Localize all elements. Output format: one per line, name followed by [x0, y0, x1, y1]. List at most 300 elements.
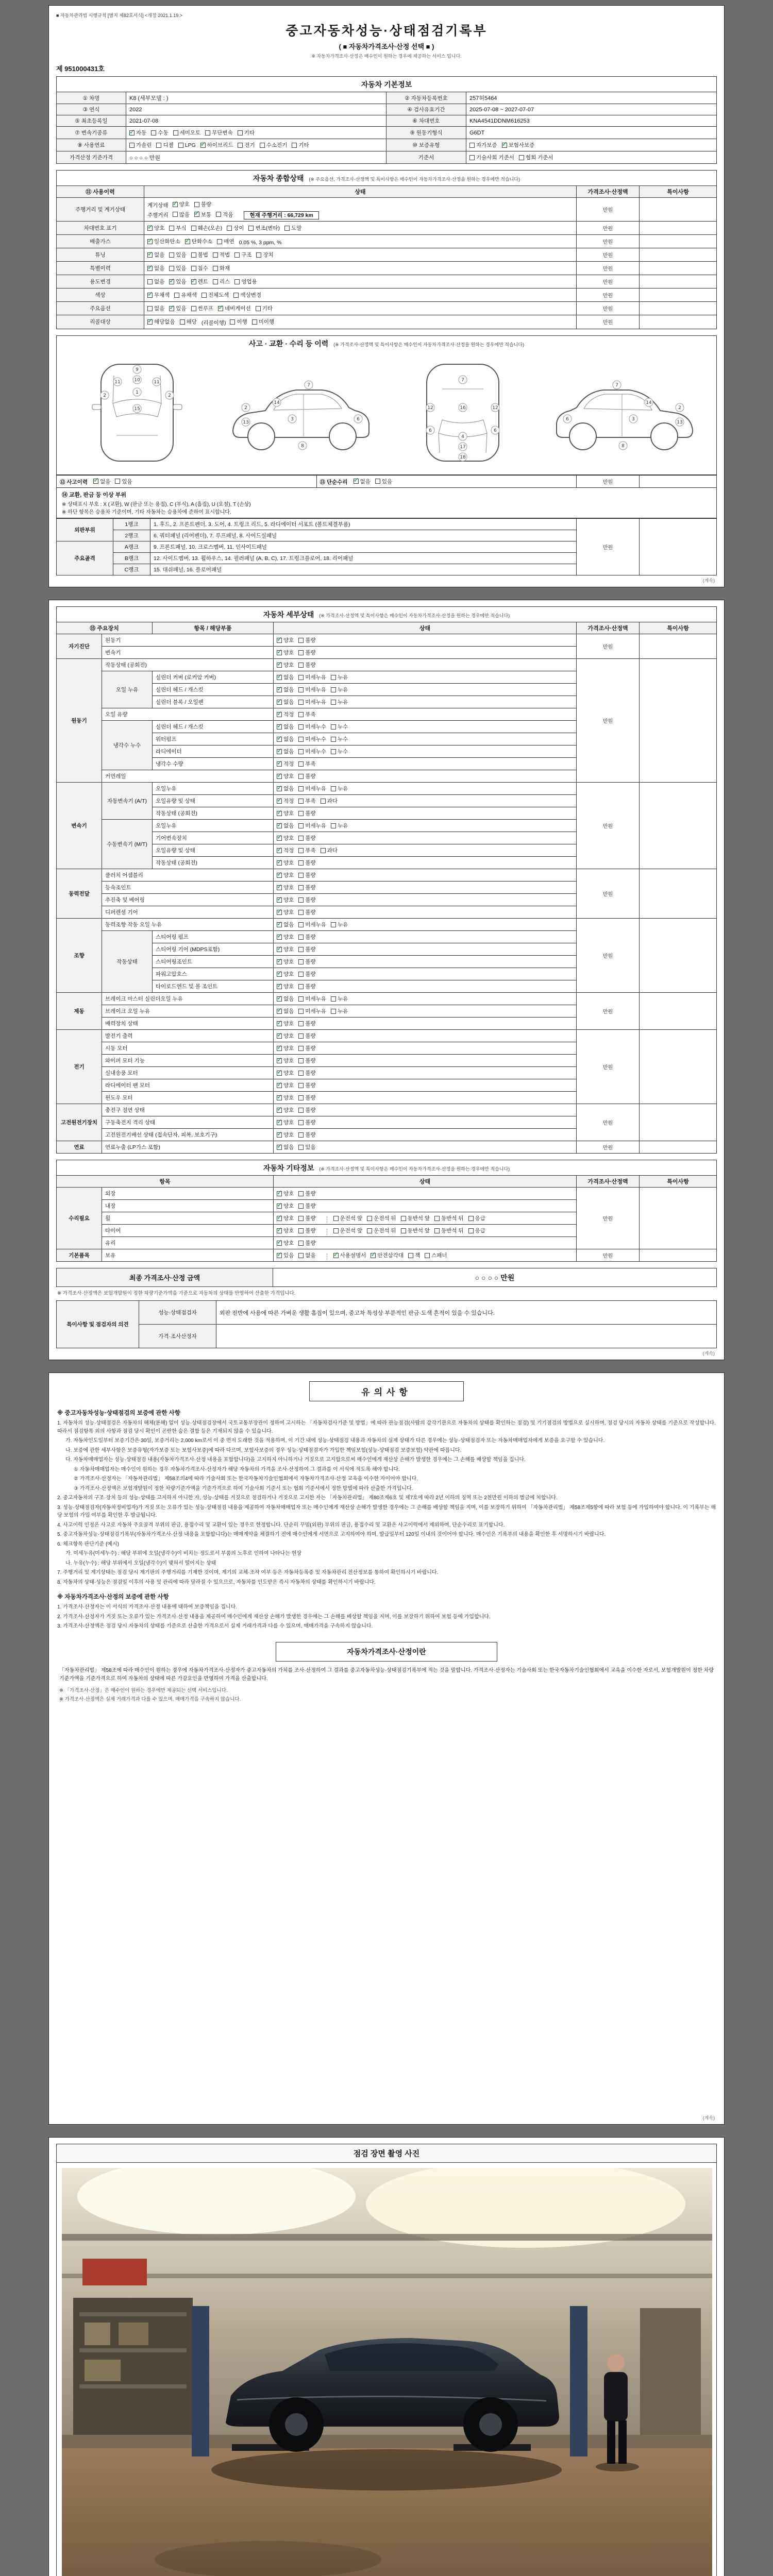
checkbox-option[interactable] — [298, 982, 315, 990]
opinion-row-who: 가격·조사산정자 — [139, 1325, 216, 1348]
checkbox-option[interactable] — [173, 129, 201, 137]
device-item-label: 냉각수 수량 — [153, 758, 274, 770]
checkbox-option[interactable] — [191, 264, 208, 272]
checkbox-option[interactable] — [277, 772, 294, 780]
checkbox-option[interactable] — [375, 478, 392, 485]
base-price-value: ○ ○ ○ ○ 만원 — [126, 151, 386, 164]
checkbox-option[interactable] — [277, 1069, 294, 1077]
marks-legend-line1: ※ 상태표시 부호 : X (교환), W (판금 또는 용접), C (부식), A (흠집), U (요철), T (손상) — [62, 502, 251, 507]
device-item-label: 등속조인트 — [102, 882, 274, 894]
checkbox-option[interactable] — [169, 224, 186, 232]
checkbox-option[interactable] — [277, 649, 294, 656]
checkbox-option[interactable] — [217, 238, 234, 245]
svg-text:2: 2 — [244, 405, 247, 411]
checkbox-option[interactable] — [367, 1227, 396, 1234]
checkbox-option[interactable] — [277, 723, 294, 731]
checkbox-option[interactable] — [298, 1118, 315, 1126]
checkbox-label: 불법 — [197, 252, 208, 258]
checkbox-option[interactable] — [174, 291, 196, 299]
column-header: 상태 — [144, 186, 577, 198]
checkbox-option[interactable] — [277, 809, 294, 817]
checkbox-option[interactable] — [201, 291, 229, 299]
checkbox-option[interactable] — [298, 1057, 315, 1064]
checkbox-option[interactable] — [298, 933, 315, 941]
checkbox-label: 양호 — [283, 897, 294, 903]
checkbox-option[interactable] — [277, 1118, 294, 1126]
checkbox-option[interactable] — [191, 251, 208, 259]
device-item-label: 휠 — [102, 1212, 274, 1225]
checkbox-box-icon — [321, 848, 326, 853]
checkbox-option[interactable] — [298, 1081, 315, 1089]
checkbox-option[interactable] — [321, 797, 338, 805]
checkbox-option[interactable] — [298, 710, 315, 718]
checkbox-label: 부식 — [176, 225, 187, 231]
checkbox-option[interactable] — [129, 129, 146, 137]
checkbox-box-icon — [298, 663, 304, 668]
checkbox-option[interactable] — [277, 636, 294, 644]
device-state-cell — [274, 968, 577, 980]
checkbox-option[interactable] — [298, 772, 315, 780]
checkbox-option[interactable] — [371, 1251, 404, 1259]
device-state-cell — [274, 820, 577, 832]
notice-paragraph: 7. 주행거리 및 계기상태는 점검 당시 계기판의 주행거리를 기재한 것이며, 계기의 교체·조작 여부 등은 자동차등록증 및 자동차관리 전산정보를 통하여 확인하시기 바랍니다. — [57, 1570, 439, 1575]
checkbox-option[interactable] — [180, 318, 197, 326]
device-item-label: 원동기 — [102, 634, 274, 647]
checkbox-box-icon — [434, 1216, 440, 1221]
checkbox-option[interactable] — [238, 129, 255, 137]
checkbox-label: 양호 — [283, 1132, 294, 1138]
checkbox-option[interactable] — [115, 478, 132, 485]
checkbox-option[interactable] — [93, 478, 110, 485]
checkbox-box-icon — [277, 897, 282, 903]
checkbox-option[interactable] — [230, 318, 247, 326]
checkbox-option[interactable] — [151, 129, 168, 137]
checkbox-label: 양호 — [283, 872, 294, 878]
checkbox-option[interactable] — [252, 318, 274, 326]
checkbox-option[interactable] — [408, 1251, 420, 1259]
summary-title: 자동차 종합상태 (※ 주요옵션, 가격조사·산정액 및 특이사항은 매수인이 자동차가격조사·산정을 원하는 경우에만 적습니다) — [56, 170, 717, 185]
checkbox-option[interactable] — [298, 1094, 315, 1101]
checkbox-option[interactable] — [292, 141, 309, 149]
checkbox-option[interactable] — [298, 945, 315, 953]
device-state-cell — [274, 671, 577, 684]
checkbox-option[interactable] — [331, 735, 348, 743]
checkbox-option[interactable] — [333, 1214, 363, 1222]
transmission-checkboxes — [126, 127, 386, 139]
checkbox-option[interactable] — [205, 129, 233, 137]
checkbox-option[interactable] — [277, 1251, 294, 1259]
rank-items: 1. 후드, 2. 프론트펜더, 3. 도어, 4. 트렁크 리드, 5. 라디에이터 서포트 (볼트체결부품) — [150, 519, 577, 530]
checkbox-option[interactable] — [216, 211, 233, 218]
device-item-label: 작동상태 (공회전) — [153, 807, 274, 820]
checkbox-option[interactable] — [331, 921, 348, 928]
checkbox-option[interactable] — [298, 797, 315, 805]
checkbox-option[interactable] — [277, 1044, 294, 1052]
checkbox-option[interactable] — [156, 141, 173, 149]
checkbox-option[interactable] — [298, 859, 315, 867]
checkbox-option[interactable] — [277, 1143, 294, 1151]
checkbox-option[interactable] — [331, 673, 348, 681]
price-cell: 만원 — [577, 869, 640, 919]
checkbox-option[interactable] — [298, 908, 315, 916]
checkbox-option[interactable] — [331, 822, 348, 829]
checkbox-box-icon — [298, 1145, 304, 1150]
checkbox-option[interactable] — [169, 264, 186, 272]
checkbox-option[interactable] — [298, 1007, 326, 1015]
checkbox-option[interactable] — [277, 958, 294, 965]
checkbox-option[interactable] — [256, 304, 273, 312]
exchange-row — [57, 519, 717, 530]
table-header-row — [57, 622, 717, 634]
note-cell — [640, 659, 717, 783]
checkbox-option[interactable] — [354, 478, 371, 485]
checkbox-box-icon — [298, 1132, 304, 1138]
checkbox-option[interactable] — [298, 1190, 315, 1197]
segment-label: (리콜이행) — [201, 319, 226, 326]
checkbox-option[interactable] — [298, 1143, 315, 1151]
checkbox-box-icon — [277, 885, 282, 890]
checkbox-option[interactable] — [277, 945, 294, 953]
rank-label: 1랭크 — [113, 519, 150, 530]
checkbox-label: 없음 — [100, 478, 111, 485]
checkbox-option[interactable] — [277, 1214, 294, 1222]
notice-heading: ※ 자동차가격조사·산정의 보증에 관한 사항 — [57, 1594, 169, 1600]
checkbox-option[interactable] — [469, 141, 497, 149]
svg-text:7: 7 — [461, 377, 464, 383]
checkbox-option[interactable] — [191, 224, 223, 232]
checkbox-box-icon — [277, 712, 282, 717]
checkbox-option[interactable] — [277, 970, 294, 978]
device-item-label: 발전기 출력 — [102, 1030, 274, 1042]
checkbox-option[interactable] — [277, 698, 294, 706]
checkbox-option[interactable] — [298, 735, 326, 743]
checkbox-option[interactable] — [277, 760, 294, 768]
checkbox-option[interactable] — [277, 859, 294, 867]
column-header: ⑪ 사용이력 — [57, 186, 144, 198]
device-item-label: 시동 모터 — [102, 1042, 274, 1055]
checkbox-option[interactable] — [468, 1214, 485, 1222]
checkbox-option[interactable] — [298, 871, 315, 879]
svg-text:9: 9 — [136, 367, 139, 372]
checkbox-option[interactable] — [298, 822, 326, 829]
checkbox-label: 없음 — [283, 749, 294, 755]
extra-position-checkboxes — [327, 1229, 490, 1235]
checkbox-option[interactable] — [333, 1227, 363, 1234]
checkbox-option[interactable] — [277, 846, 294, 854]
checkbox-option[interactable] — [277, 884, 294, 891]
checkbox-option[interactable] — [298, 649, 315, 656]
checkbox-option[interactable] — [238, 141, 255, 149]
field-label: ② 자동차등록번호 — [386, 92, 466, 104]
checkbox-option[interactable] — [169, 251, 186, 259]
svg-text:14: 14 — [274, 400, 280, 405]
price-definition-note1: ※ 「가격조사·산정」은 매수인이 원하는 경우에만 제공되는 선택 서비스입니다. — [59, 1687, 228, 1693]
checkbox-option[interactable] — [298, 1020, 315, 1027]
checkbox-box-icon — [218, 306, 223, 311]
checkbox-option[interactable] — [298, 723, 326, 731]
checkbox-option[interactable] — [277, 686, 294, 693]
checkbox-option[interactable] — [277, 1131, 294, 1139]
checkbox-option[interactable] — [277, 1239, 294, 1247]
checkbox-option[interactable] — [213, 278, 230, 285]
checkbox-option[interactable] — [218, 304, 251, 312]
device-item-label: 내장 — [102, 1200, 274, 1212]
notice-paragraph: 다. 자동차매매업자는 성능·상태점검 내용(자동차가격조사·산정 내용을 포함합니다)을 고지하지 아니하거나 거짓으로 고지함으로써 매수인에게 재산상 손해가 발생한 경우에는 그 손해를 배상할 책임을 집니다. — [65, 1457, 526, 1463]
checkbox-option[interactable] — [331, 686, 348, 693]
checkbox-option[interactable] — [434, 1227, 464, 1234]
device-state-cell — [274, 783, 577, 795]
checkbox-label: 양호 — [283, 1203, 294, 1209]
checkbox-label: 없음 — [283, 786, 294, 792]
checkbox-option[interactable] — [333, 1251, 366, 1259]
checkbox-option[interactable] — [331, 785, 348, 792]
checkbox-option[interactable] — [298, 1069, 315, 1077]
checkbox-option[interactable] — [213, 251, 230, 259]
checkbox-box-icon — [298, 1083, 304, 1088]
checkbox-option[interactable] — [277, 1094, 294, 1101]
checkbox-box-icon — [191, 252, 196, 258]
simple-repair-label: ⑬ 단순수리 — [320, 479, 348, 485]
checkbox-option[interactable] — [147, 238, 180, 245]
checkbox-box-icon — [298, 737, 304, 742]
checkbox-option[interactable] — [277, 822, 294, 829]
inspection-photo-frame — [56, 2144, 717, 2576]
checkbox-option[interactable] — [298, 1214, 315, 1222]
checkbox-option[interactable] — [129, 141, 152, 149]
price-definition-body: 「자동차관리법」 제58조에 따라 매수인이 원하는 경우에 자동차가격조사·산정자가 중고자동차의 가치를 조사·산정하여 그 결과를 중고자동차성능·상태점검기록부에 적는 것을 말합니다. 가격조사·산정자는 기술사회 또는 한국자동차기술인협회에서 교육을 이수한 자로서, 보험개발원이 정한 차량기준가액을 기준가격으로 하여 자동차의 상태에 따른 가감요인을 반영하여 가격을 산출합니다. — [59, 1667, 714, 1682]
checkbox-box-icon — [169, 279, 174, 284]
checkbox-option[interactable] — [277, 673, 294, 681]
checkbox-option[interactable] — [298, 1239, 315, 1247]
notice-paragraph: ③ 가격조사·산정액은 보험개발원이 정한 차량기준가액을 기준가격으로 하여 기술사회 기준서 또는 협회 기준서에서 정한 방법에 따라 산출한 가격입니다. — [74, 1485, 413, 1492]
checkbox-option[interactable] — [434, 1214, 464, 1222]
vin-value: KNA4541DDNM616253 — [466, 115, 717, 127]
checkbox-option[interactable] — [173, 200, 190, 208]
checkbox-label: 적음 — [223, 211, 233, 218]
checkbox-option[interactable] — [298, 896, 315, 904]
device-row — [57, 919, 717, 931]
device-row — [57, 1249, 717, 1262]
checkbox-label: 색상변경 — [240, 292, 262, 298]
checkbox-option[interactable] — [401, 1214, 430, 1222]
checkbox-box-icon — [115, 479, 120, 484]
checkbox-option[interactable] — [519, 154, 553, 161]
checkbox-option[interactable] — [194, 211, 211, 218]
checkbox-option[interactable] — [298, 1044, 315, 1052]
checkbox-option[interactable] — [191, 278, 208, 285]
checkbox-option[interactable] — [194, 200, 211, 208]
checkbox-label: 동반석 앞 — [407, 1215, 430, 1222]
checkbox-option[interactable] — [277, 1007, 294, 1015]
checkbox-option[interactable] — [367, 1214, 396, 1222]
checkbox-label: 탄화수소 — [191, 239, 213, 245]
device-state-cell — [274, 1116, 577, 1129]
svg-text:3: 3 — [632, 416, 635, 422]
checkbox-option[interactable] — [298, 834, 315, 842]
checkbox-option[interactable] — [298, 661, 315, 669]
checkbox-option[interactable] — [277, 834, 294, 842]
checkbox-option[interactable] — [331, 723, 348, 731]
checkbox-option[interactable] — [277, 710, 294, 718]
checkbox-label: 없음 — [360, 478, 371, 485]
inspection-validity-value: 2025-07-08 ~ 2027-07-07 — [466, 104, 717, 115]
price-cell: 만원 — [577, 1030, 640, 1104]
checkbox-option[interactable] — [147, 291, 170, 299]
checkbox-option[interactable] — [277, 982, 294, 990]
checkbox-option[interactable] — [298, 760, 315, 768]
summary-row — [57, 302, 717, 315]
checkbox-option[interactable] — [298, 748, 326, 755]
inspection-photo — [62, 2168, 712, 2576]
device-state-cell — [274, 1030, 577, 1042]
note-cell — [640, 869, 717, 919]
checkbox-option[interactable] — [298, 686, 326, 693]
checkbox-option[interactable] — [298, 921, 326, 928]
checkbox-label: 양호 — [283, 934, 294, 940]
checkbox-option[interactable] — [401, 1227, 430, 1234]
checkbox-option[interactable] — [321, 846, 338, 854]
checkbox-option[interactable] — [277, 661, 294, 669]
device-item-label: 변속기 — [102, 647, 274, 659]
checkbox-box-icon — [277, 1253, 282, 1258]
checkbox-option[interactable] — [277, 921, 294, 928]
checkbox-option[interactable] — [331, 995, 348, 1003]
checkbox-label: 불량 — [305, 1228, 316, 1234]
checkbox-label: 불량 — [305, 1045, 316, 1052]
checkbox-option[interactable] — [277, 1032, 294, 1040]
checkbox-option[interactable] — [425, 1251, 447, 1259]
checkbox-option[interactable] — [298, 785, 326, 792]
checkbox-box-icon — [434, 1228, 440, 1233]
checkbox-option[interactable] — [277, 1081, 294, 1089]
table-row — [57, 1301, 717, 1325]
checkbox-label: 양호 — [283, 1107, 294, 1113]
checkbox-option[interactable] — [277, 1057, 294, 1064]
checkbox-option[interactable] — [468, 1227, 485, 1234]
form-reference: ■ 자동차관리법 시행규칙 [별지 제82호서식] <개정 2021.1.19.> — [56, 13, 182, 18]
checkbox-box-icon — [174, 293, 179, 298]
checkbox-option[interactable] — [234, 278, 257, 285]
checkbox-option[interactable] — [298, 884, 315, 891]
checkbox-option[interactable] — [298, 1202, 315, 1210]
checkbox-option[interactable] — [298, 846, 315, 854]
checkbox-option[interactable] — [469, 154, 514, 161]
checkbox-box-icon — [277, 1228, 282, 1233]
checkbox-option[interactable] — [277, 797, 294, 805]
checkbox-option[interactable] — [256, 251, 273, 259]
checkbox-option[interactable] — [277, 1020, 294, 1027]
checkbox-option[interactable] — [169, 304, 186, 312]
checkbox-option[interactable] — [147, 251, 164, 259]
checkbox-box-icon — [298, 1009, 304, 1014]
checkbox-option[interactable] — [277, 1202, 294, 1210]
checkbox-option[interactable] — [298, 1227, 315, 1234]
checkbox-option[interactable] — [298, 1131, 315, 1139]
table-row — [57, 115, 717, 127]
checkbox-option[interactable] — [298, 995, 326, 1003]
checkbox-box-icon — [298, 984, 304, 989]
checkbox-option[interactable] — [298, 673, 326, 681]
checkbox-option[interactable] — [213, 264, 230, 272]
checkbox-option[interactable] — [277, 995, 294, 1003]
checkbox-option[interactable] — [185, 238, 213, 245]
checkbox-box-icon — [213, 266, 218, 271]
checkbox-option[interactable] — [331, 698, 348, 706]
checkbox-option[interactable] — [277, 871, 294, 879]
checkbox-option[interactable] — [331, 748, 348, 755]
panel-part-label: 외판부위 — [57, 519, 113, 541]
checkbox-option[interactable] — [284, 224, 301, 232]
document-subtitle: ( ■ 자동차가격조사·산정 선택 ■ ) — [339, 43, 434, 50]
checkbox-option[interactable] — [277, 748, 294, 755]
checkbox-option[interactable] — [298, 970, 315, 978]
device-state-cell — [274, 708, 577, 721]
checkbox-option[interactable] — [227, 224, 244, 232]
checkbox-option[interactable] — [298, 1032, 315, 1040]
checkbox-option[interactable] — [191, 304, 213, 312]
checkbox-label: 과다 — [327, 798, 338, 804]
checkbox-box-icon — [277, 1021, 282, 1026]
checkbox-option[interactable] — [147, 224, 164, 232]
checkbox-option[interactable] — [298, 958, 315, 965]
vehicle-name-value: K8 (세부모델 : ) — [126, 92, 386, 104]
checkbox-option[interactable] — [331, 1007, 348, 1015]
checkbox-option[interactable] — [298, 698, 326, 706]
checkbox-box-icon — [277, 663, 282, 668]
checkbox-option[interactable] — [147, 278, 164, 285]
checkbox-option[interactable] — [502, 141, 535, 149]
checkbox-option[interactable] — [234, 251, 251, 259]
checkbox-option[interactable] — [298, 1106, 315, 1114]
checkbox-option[interactable] — [147, 318, 175, 326]
checkbox-option[interactable] — [277, 1227, 294, 1234]
checkbox-option[interactable] — [277, 933, 294, 941]
checkbox-option[interactable] — [233, 291, 261, 299]
checkbox-box-icon — [277, 1009, 282, 1014]
checkbox-option[interactable] — [147, 264, 164, 272]
device-state-cell — [274, 1042, 577, 1055]
checkbox-option[interactable] — [173, 211, 190, 218]
checkbox-label: 수동 — [158, 130, 169, 136]
checkbox-label: 불량 — [305, 1082, 316, 1089]
summary-row — [57, 315, 717, 329]
checkbox-option[interactable] — [260, 141, 288, 149]
checkbox-option[interactable] — [147, 304, 164, 312]
checkbox-box-icon — [277, 1108, 282, 1113]
checkbox-label: 도말 — [291, 225, 302, 231]
checkbox-option[interactable] — [277, 896, 294, 904]
checkbox-option[interactable] — [277, 785, 294, 792]
checkbox-option[interactable] — [178, 142, 196, 148]
checkbox-option[interactable] — [200, 141, 233, 149]
checkbox-option[interactable] — [298, 636, 315, 644]
checkbox-option[interactable] — [277, 735, 294, 743]
checkbox-box-icon — [277, 1033, 282, 1039]
svg-text:15: 15 — [134, 406, 140, 412]
checkbox-label: 양호 — [283, 650, 294, 656]
checkbox-option[interactable] — [277, 1190, 294, 1197]
checkbox-option[interactable] — [277, 908, 294, 916]
column-header: 가격조사·산정액 — [577, 622, 640, 634]
checkbox-box-icon — [298, 786, 304, 791]
checkbox-option[interactable] — [298, 1251, 315, 1259]
summary-item-label: 리콜대상 — [57, 315, 144, 329]
checkbox-option[interactable] — [169, 278, 186, 285]
checkbox-option[interactable] — [277, 1106, 294, 1114]
device-state-cell — [274, 894, 577, 906]
checkbox-option[interactable] — [248, 224, 280, 232]
checkbox-option[interactable] — [298, 809, 315, 817]
